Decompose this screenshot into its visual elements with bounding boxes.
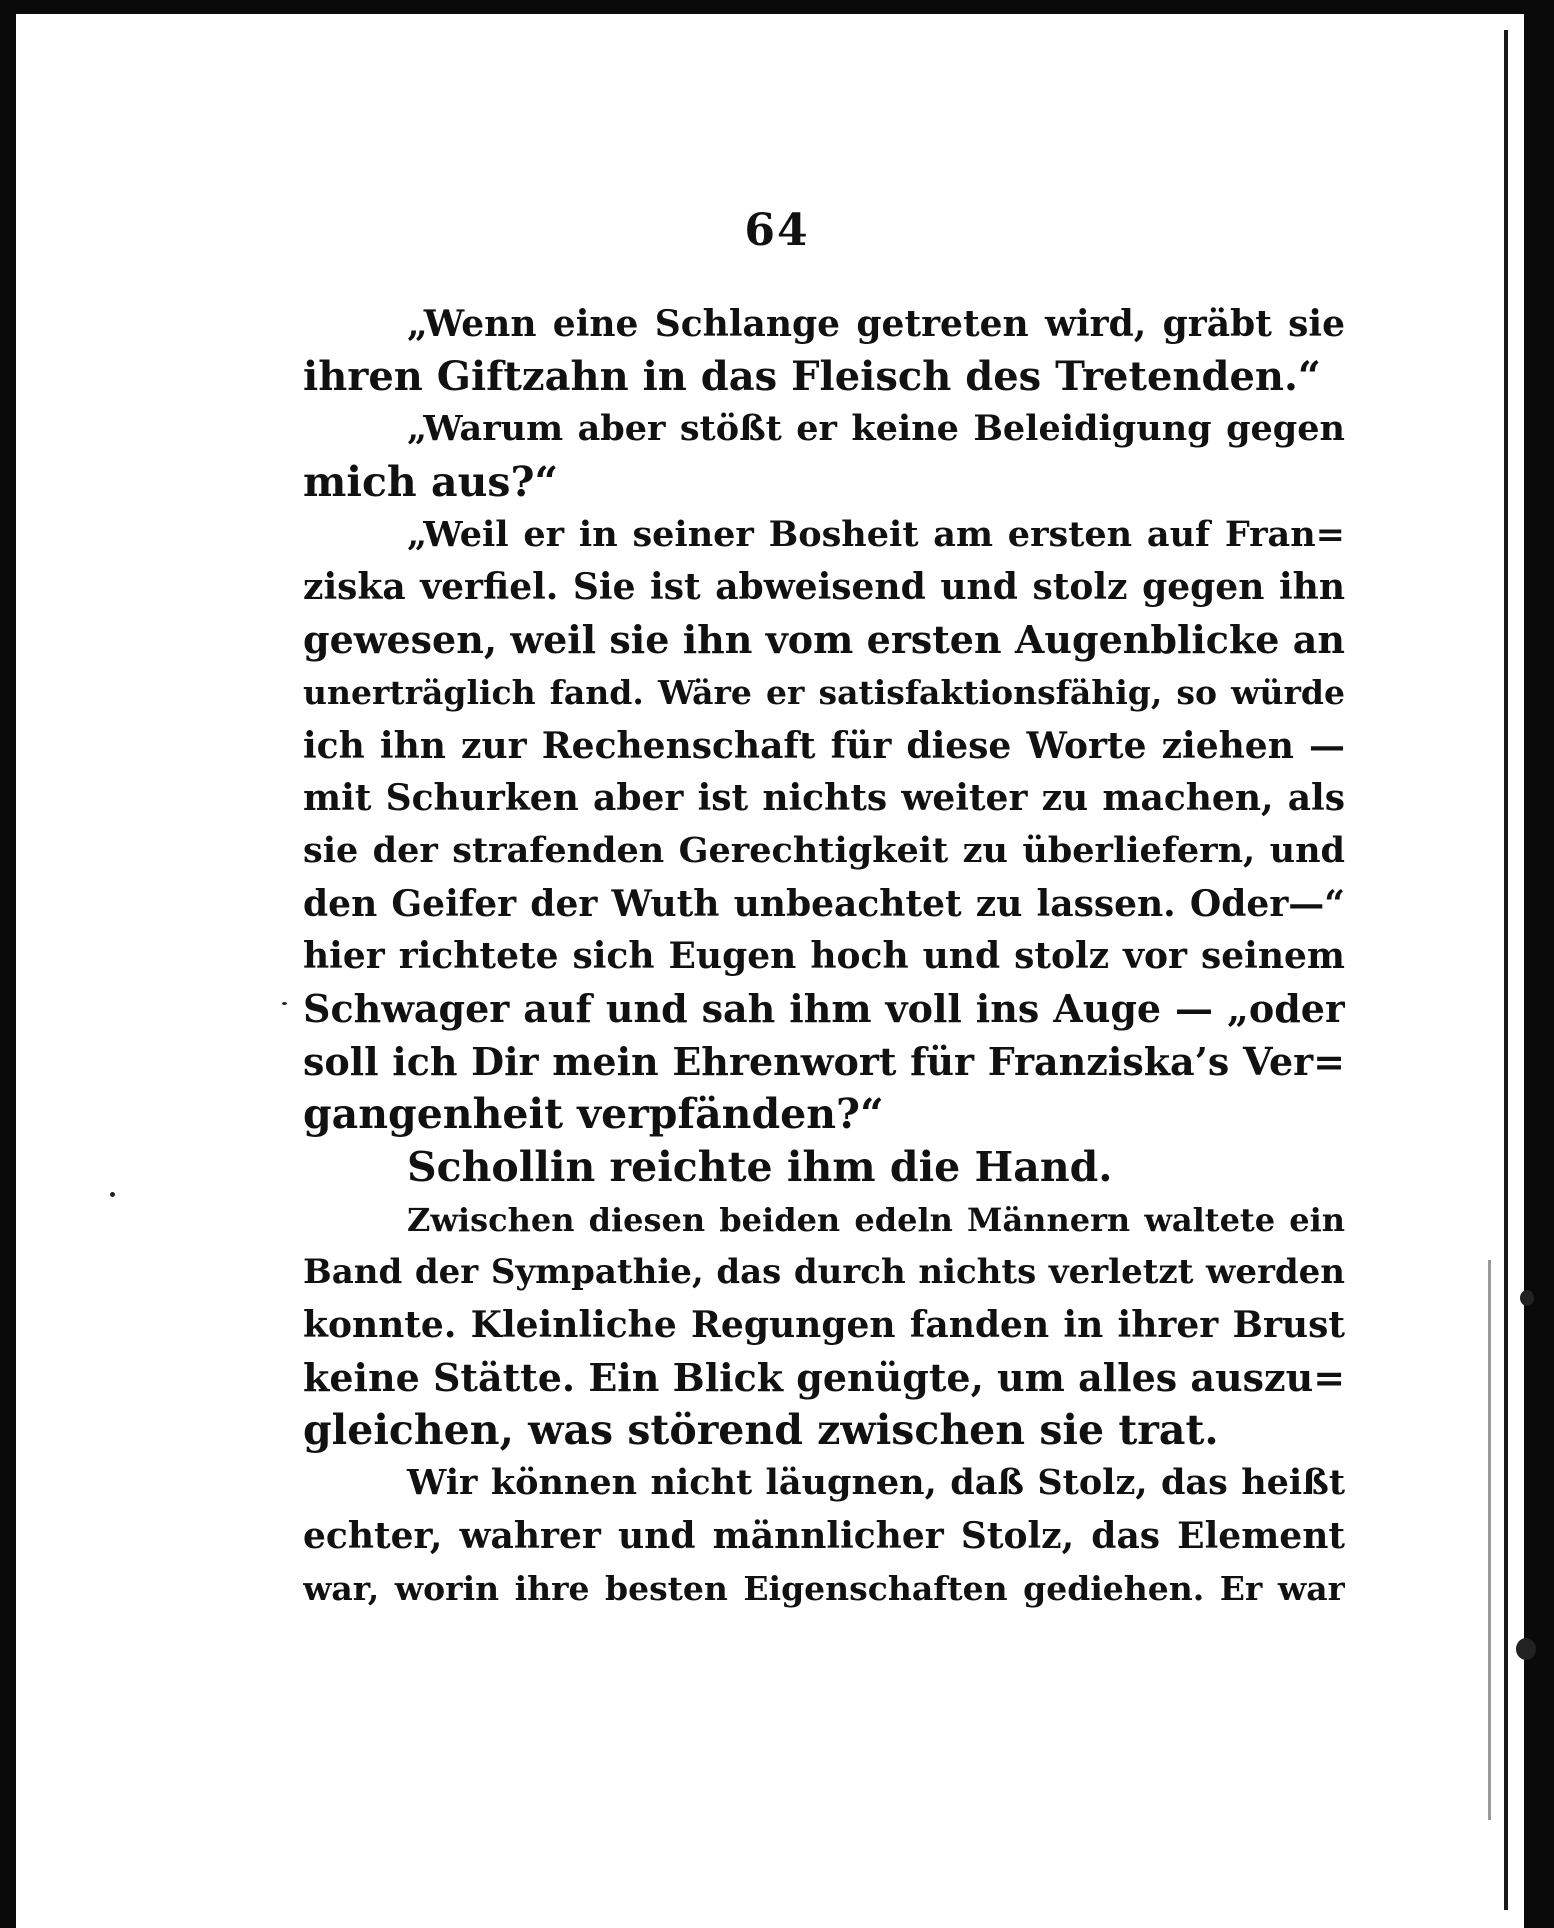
text-line: konnte. Kleinliche Regungen fanden in ihrer Brust [303,1304,1345,1347]
page-number: 64 [744,205,810,256]
text-line: hier richtete sich Eugen hoch und stolz vor seinem [303,935,1345,978]
text-line: Band der Sympathie, das durch nichts verletzt werden [303,1252,1345,1293]
text-line: ich ihn zur Rechenschaft für diese Worte ziehen — [303,724,1345,767]
text-line: Schollin reichte ihm die Hand. [407,1143,1113,1191]
body-text [303,298,1345,1615]
text-line: sie der strafenden Gerechtigkeit zu überliefern, und [303,829,1345,871]
text-line: „Warum aber stößt er keine Beleidigung gegen [407,408,1345,450]
scan-border-left [0,0,16,1928]
text-line: unerträglich fand. Wäre er satisfaktionsfähig, so würde [303,672,1345,712]
page-edge-line [1504,30,1508,1910]
page-edge-shadow [1488,1260,1491,1820]
text-line: „Weil er in seiner Bosheit am ersten auf Fran= [407,513,1345,555]
text-line: „Wenn eine Schlange getreten wird, gräbt sie [407,303,1345,345]
text-line: echter, wahrer und männlicher Stolz, das Element [303,1514,1345,1557]
text-line: Zwischen diesen beiden edeln Männern waltete ein [407,1200,1345,1239]
text-line: war, worin ihre besten Eigenschaften gediehen. Er war [303,1568,1345,1608]
text-line: ziska verfiel. Sie ist abweisend und stolz gegen ihn [303,566,1345,609]
text-line: ihren Giftzahn in das Fleisch des Tretenden.“ [303,352,1321,400]
text-line: gewesen, weil sie ihn vom ersten Augenblicke an [303,617,1345,663]
text-line: gangenheit verpfänden?“ [303,1090,884,1139]
ink-speck [110,1192,115,1197]
text-line: soll ich Dir mein Ehrenwort für Franziska’s Ver= [303,1038,1345,1084]
text-line: den Geifer der Wuth unbeachtet zu lassen. Oder—“ [303,882,1345,925]
text-line: mit Schurken aber ist nichts weiter zu machen, als [303,777,1345,820]
scan-border-top [0,0,1554,14]
ink-speck [1516,1638,1536,1660]
ink-speck [282,1002,287,1005]
text-line: Schwager auf und sah ihm voll ins Auge — „oder [303,985,1345,1031]
ink-speck [1520,1290,1534,1306]
text-line: gleichen, was störend zwischen sie trat. [303,1406,1219,1455]
text-line: keine Stätte. Ein Blick genügte, um alles auszu= [303,1354,1345,1400]
text-line: Wir können nicht läugnen, daß Stolz, das heißt [407,1462,1345,1504]
text-line: mich aus?“ [303,458,559,507]
